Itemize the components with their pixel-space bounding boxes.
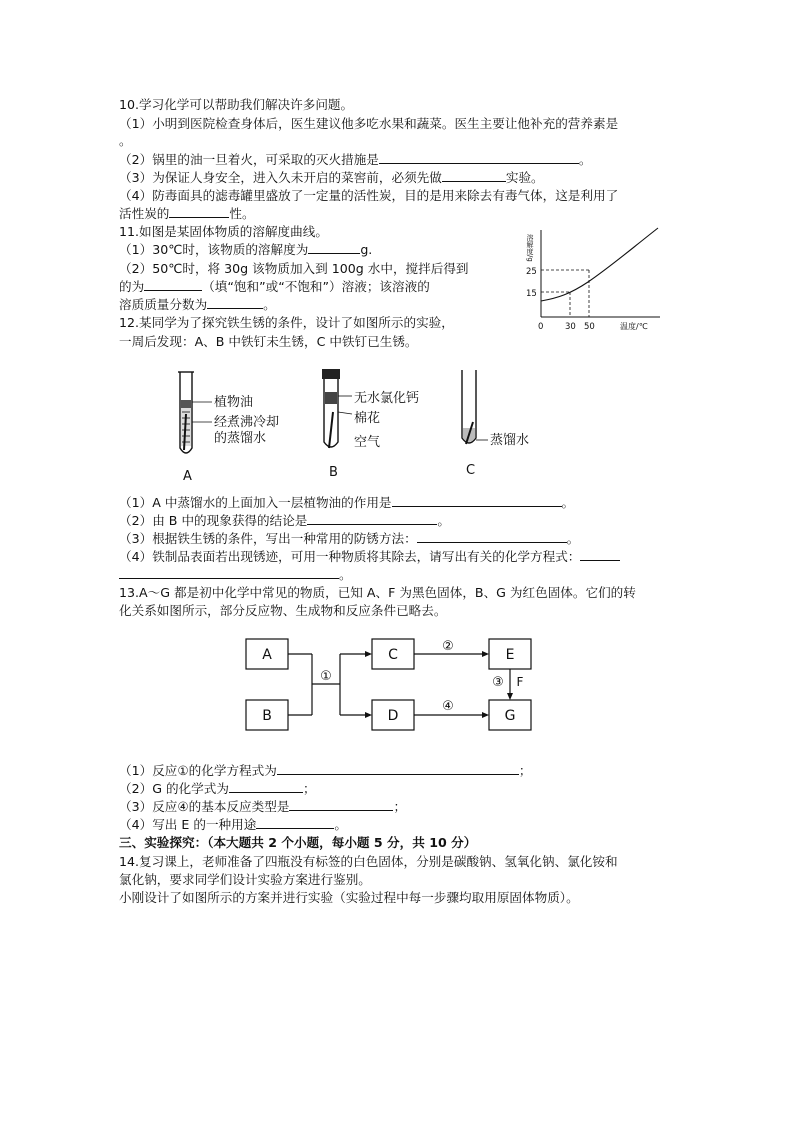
rust-experiment-figure bbox=[170, 362, 540, 484]
q13-part3-blank[interactable] bbox=[289, 798, 393, 811]
label-boiled-water2: 的蒸馏水 bbox=[214, 431, 267, 446]
q12-part1-text: （1）A 中蒸馏水的上面加入一层植物油的作用是 bbox=[119, 495, 392, 510]
q13-stem1: 13.A～G 都是初中化学中常见的物质，已知 A、F 为黑色固体，B、G 为红色固体。它们的转 bbox=[119, 585, 636, 600]
reaction-2: ② bbox=[442, 639, 454, 654]
node-d: D bbox=[387, 708, 399, 724]
label-air: 空气 bbox=[354, 435, 381, 450]
q10-part4-end: 性。 bbox=[229, 206, 255, 221]
q13-part4-blank[interactable] bbox=[256, 816, 334, 829]
reaction-3-f: F bbox=[516, 675, 524, 689]
q11-part1 bbox=[119, 241, 372, 259]
solubility-curve-graph bbox=[510, 222, 685, 337]
q12-part4-blank2[interactable] bbox=[119, 566, 339, 579]
q13-part4-end: 。 bbox=[334, 817, 347, 832]
q12-part3-blank[interactable] bbox=[417, 530, 567, 543]
q11-part2-cont2 bbox=[119, 296, 276, 314]
q12-part3-text: （3）根据铁生锈的条件，写出一种常用的防锈方法： bbox=[119, 531, 417, 546]
q12-stem2: 一周后发现：A、B 中铁钉未生锈，C 中铁钉已生锈。 bbox=[119, 334, 418, 349]
q10-part1-end: 。 bbox=[119, 133, 132, 148]
q11-part2: （2）50℃时，将 30g 该物质加入到 100g 水中，搅拌后得到 bbox=[119, 261, 469, 276]
reaction-1: ① bbox=[320, 669, 332, 684]
q11-part1-text: （1）30℃时，该物质的溶解度为 bbox=[119, 242, 309, 257]
q10-part1-text: （1）小明到医院检查身体后，医生建议他多吃水果和蔬菜。医生主要让他补充的营养素是 bbox=[119, 116, 619, 131]
q13-stem2: 化关系如图所示，部分反应物、生成物和反应条件已略去。 bbox=[119, 603, 447, 618]
q13-part1-end: ； bbox=[518, 763, 532, 778]
section-three-heading: 三、实验探究：（本大题共 2 个小题，每小题 5 分，共 10 分） bbox=[119, 835, 477, 850]
label-distilled-water: 蒸馏水 bbox=[490, 433, 530, 448]
q12-part1-end: 。 bbox=[561, 495, 575, 510]
label-calcium-chloride: 无水氯化钙 bbox=[354, 391, 420, 406]
q13-part3 bbox=[119, 798, 406, 816]
q13-part4 bbox=[119, 816, 347, 834]
q13-part2-text: （2）G 的化学式为 bbox=[119, 781, 229, 796]
tube-label-b: B bbox=[329, 465, 338, 480]
q13-part1 bbox=[119, 762, 531, 780]
q12-stem1: 12.某同学为了探究铁生锈的条件，设计了如图所示的实验， bbox=[119, 315, 454, 330]
q11-part2-end: 。 bbox=[263, 297, 276, 312]
q10-part3-blank[interactable] bbox=[442, 169, 506, 182]
graph-xlabel: 温度/℃ bbox=[620, 322, 648, 331]
q13-part3-text: （3）反应④的基本反应类型是 bbox=[119, 799, 290, 814]
q13-part2 bbox=[119, 780, 316, 798]
ytick-25: 25 bbox=[526, 267, 537, 277]
q10-part3 bbox=[119, 169, 544, 187]
solubility-curve bbox=[541, 228, 658, 301]
q13-part2-blank[interactable] bbox=[229, 780, 303, 793]
q10-part2-blank[interactable] bbox=[379, 151, 579, 164]
q10-part4-cont bbox=[119, 205, 255, 223]
graph-ylabel: 溶解度/g bbox=[526, 234, 534, 262]
q14-stem2: 氯化钠，要求同学们设计实验方案进行鉴别。 bbox=[119, 872, 371, 887]
q11-part2-cont bbox=[119, 278, 430, 296]
q10-part2-end: 。 bbox=[578, 152, 592, 167]
q10-part1 bbox=[119, 115, 618, 133]
node-b: B bbox=[262, 708, 272, 724]
label-boiled-water1: 经煮沸冷却 bbox=[214, 415, 280, 430]
xtick-30: 30 bbox=[565, 322, 576, 332]
q12-part2 bbox=[119, 512, 450, 530]
q12-part2-blank[interactable] bbox=[307, 512, 437, 525]
q12-part4 bbox=[119, 548, 620, 566]
reaction-3: ③ bbox=[492, 675, 504, 690]
q14-stem3: 小刚设计了如图所示的方案并进行实验（实验过程中每一步骤均取用原固体物质）。 bbox=[119, 890, 579, 905]
tube-label-a: A bbox=[183, 469, 192, 484]
reaction-4: ④ bbox=[442, 699, 454, 714]
q10-part3-text: （3）为保证人身安全，进入久未开启的菜窖前，必须先做 bbox=[119, 170, 442, 185]
q10-part2-text: （2）锅里的油一旦着火，可采取的灭火措施是 bbox=[119, 152, 379, 167]
q10-part4-blank[interactable] bbox=[169, 205, 229, 218]
q12-part2-text: （2）由 B 中的现象获得的结论是 bbox=[119, 513, 308, 528]
node-c: C bbox=[388, 647, 398, 663]
q12-part4-end: 。 bbox=[339, 567, 352, 582]
q13-part2-end: ； bbox=[302, 781, 316, 796]
q13-part1-blank[interactable] bbox=[277, 762, 519, 775]
nail-b bbox=[329, 412, 333, 448]
node-a: A bbox=[262, 647, 272, 663]
q12-part1 bbox=[119, 494, 574, 512]
q11-part1-blank[interactable] bbox=[308, 241, 360, 254]
q10-part4-text: 活性炭的 bbox=[119, 206, 170, 221]
q11-part2-blank2[interactable] bbox=[207, 296, 263, 309]
q10-part3-end: 实验。 bbox=[505, 170, 544, 185]
q12-part1-blank[interactable] bbox=[392, 494, 562, 507]
q12-part2-end: 。 bbox=[437, 513, 450, 528]
q12-part4-cont bbox=[119, 566, 352, 584]
q12-part4-text: （4）铁制品表面若出现锈迹，可用一种物质将其除去，请写出有关的化学方程式： bbox=[119, 549, 581, 564]
q12-part3 bbox=[119, 530, 579, 548]
node-g: G bbox=[504, 708, 516, 724]
q10-stem: 10.学习化学可以帮助我们解决许多问题。 bbox=[119, 97, 354, 112]
q13-part3-end: ； bbox=[393, 799, 407, 814]
label-vegetable-oil: 植物油 bbox=[214, 395, 254, 410]
q11-part1-end: g. bbox=[360, 242, 373, 257]
q14-stem1: 14.复习课上，老师准备了四瓶没有标签的白色固体，分别是碳酸钠、氢氧化钠、氯化铵和 bbox=[119, 854, 618, 869]
q10-part2 bbox=[119, 151, 591, 169]
q11-part2-blank1[interactable] bbox=[144, 278, 202, 291]
xtick-0: 0 bbox=[538, 322, 544, 332]
conversion-flowchart bbox=[240, 630, 540, 735]
q11-part2-text4: 溶质质量分数为 bbox=[119, 297, 208, 312]
q11-part2-text3: （填“饱和”或“不饱和”）溶液；该溶液的 bbox=[202, 279, 430, 294]
q12-part3-end: 。 bbox=[566, 531, 580, 546]
tube-label-c: C bbox=[466, 463, 476, 478]
q11-stem: 11.如图是某固体物质的溶解度曲线。 bbox=[119, 224, 328, 239]
ytick-15: 15 bbox=[526, 289, 537, 299]
q10-part4: （4）防毒面具的滤毒罐里盛放了一定量的活性炭，目的是用来除去有毒气体，这是利用了 bbox=[119, 188, 619, 203]
label-cotton: 棉花 bbox=[354, 411, 381, 426]
xtick-50: 50 bbox=[584, 322, 595, 332]
q11-part2-text2: 的为 bbox=[119, 279, 145, 294]
node-e: E bbox=[505, 647, 515, 663]
q12-part4-blank1[interactable] bbox=[580, 548, 620, 561]
q13-part4-text: （4）写出 E 的一种用途 bbox=[119, 817, 257, 832]
q13-part1-text: （1）反应①的化学方程式为 bbox=[119, 763, 277, 778]
